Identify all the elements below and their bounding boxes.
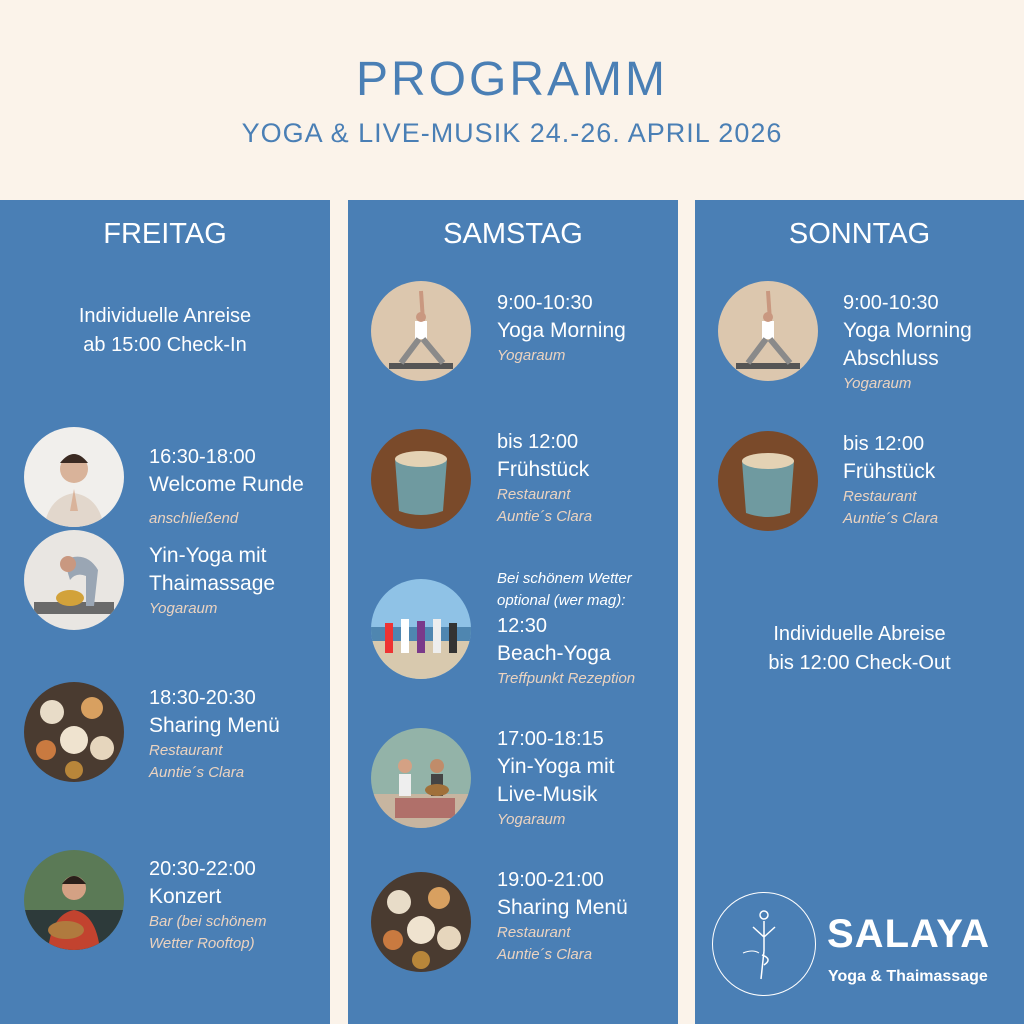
departure-line: bis 12:00 Check-Out <box>768 652 951 674</box>
event-location: Restaurant <box>497 924 571 941</box>
event-yin-massage <box>149 542 275 620</box>
event-title: Yoga Morning <box>497 319 626 342</box>
event-title: Yin-Yoga mit <box>149 544 267 567</box>
event-location: Auntie´s Clara <box>149 764 245 781</box>
event-location: Auntie´s Clara <box>497 508 593 525</box>
event-time: 18:30-20:30 <box>149 687 256 709</box>
event-title: Welcome Runde <box>149 473 304 496</box>
event-yoga-morning-closing <box>843 289 972 395</box>
saturday-column <box>348 200 678 1024</box>
sharing-menu-photo <box>24 682 124 782</box>
event-title: Sharing Menü <box>149 714 280 737</box>
event-yin-live-music <box>497 725 615 831</box>
event-location: Yogaraum <box>843 375 912 392</box>
event-location: Auntie´s Clara <box>497 946 593 963</box>
event-time: bis 12:00 <box>843 433 925 455</box>
event-time: 16:30-18:00 <box>149 446 256 468</box>
event-title: Abschluss <box>843 347 939 370</box>
event-breakfast <box>497 428 592 528</box>
yoga-morning-photo <box>718 281 818 381</box>
event-time: 9:00-10:30 <box>497 292 593 314</box>
event-location: Auntie´s Clara <box>843 510 939 527</box>
page-title: PROGRAMM <box>356 53 668 106</box>
event-title: Konzert <box>149 885 222 908</box>
brand-name: SALAYA <box>827 912 991 956</box>
event-note: Bei schönem Wetter <box>497 570 632 587</box>
event-location: Restaurant <box>497 486 571 503</box>
event-location: Wetter Rooftop) <box>149 935 255 952</box>
salaya-logo <box>712 892 816 996</box>
event-time: 12:30 <box>497 615 548 637</box>
after-label: anschließend <box>149 510 239 527</box>
day-heading: FREITAG <box>103 218 227 250</box>
event-title: Frühstück <box>843 460 936 483</box>
event-beach-yoga <box>497 568 635 690</box>
event-yoga-morning <box>497 289 626 367</box>
event-title: Sharing Menü <box>497 896 628 919</box>
beach-yoga-photo <box>371 579 471 679</box>
event-title: Live-Musik <box>497 783 598 806</box>
event-note: optional (wer mag): <box>497 592 626 609</box>
event-location: Treffpunkt Rezeption <box>497 670 636 687</box>
event-title: Thaimassage <box>149 572 276 595</box>
departure-line: Individuelle Abreise <box>773 623 946 645</box>
event-time: 17:00-18:15 <box>497 728 604 750</box>
event-title: Beach-Yoga <box>497 642 611 665</box>
day-heading: SAMSTAG <box>443 218 583 250</box>
welcome-photo <box>24 427 124 527</box>
sharing-menu-photo <box>371 872 471 972</box>
event-time: 19:00-21:00 <box>497 869 604 891</box>
massage-photo <box>24 530 124 630</box>
arrival-line: Individuelle Anreise <box>78 305 252 327</box>
breakfast-photo <box>371 429 471 529</box>
day-heading: SONNTAG <box>788 218 931 250</box>
event-title: Yoga Morning <box>843 319 972 342</box>
event-location: Yogaraum <box>497 347 566 364</box>
yoga-morning-photo <box>371 281 471 381</box>
arrival-line: ab 15:00 Check-In <box>83 334 247 356</box>
event-concert <box>149 855 267 955</box>
departure-note <box>695 620 1024 678</box>
yoga-pose-icon <box>713 893 815 995</box>
event-sharing-menu <box>149 684 280 784</box>
event-location: Restaurant <box>149 742 223 759</box>
event-sharing-menu <box>497 866 628 966</box>
event-location: Restaurant <box>843 488 917 505</box>
concert-photo <box>24 850 124 950</box>
yin-music-photo <box>371 728 471 828</box>
friday-column <box>0 200 330 1024</box>
event-location: Bar (bei schönem <box>149 913 267 930</box>
event-title: Yin-Yoga mit <box>497 755 615 778</box>
event-breakfast <box>843 430 938 530</box>
sunday-column <box>695 200 1024 1024</box>
breakfast-photo <box>718 431 818 531</box>
event-time: 20:30-22:00 <box>149 858 256 880</box>
page-subtitle: YOGA & LIVE-MUSIK 24.-26. APRIL 2026 <box>241 118 783 148</box>
event-location: Yogaraum <box>149 600 218 617</box>
event-location: Yogaraum <box>497 811 566 828</box>
brand-tagline: Yoga & Thaimassage <box>828 968 988 985</box>
event-title: Frühstück <box>497 458 590 481</box>
event-welcome <box>149 443 304 499</box>
event-time: bis 12:00 <box>497 431 579 453</box>
arrival-note <box>0 302 330 360</box>
event-time: 9:00-10:30 <box>843 292 939 314</box>
